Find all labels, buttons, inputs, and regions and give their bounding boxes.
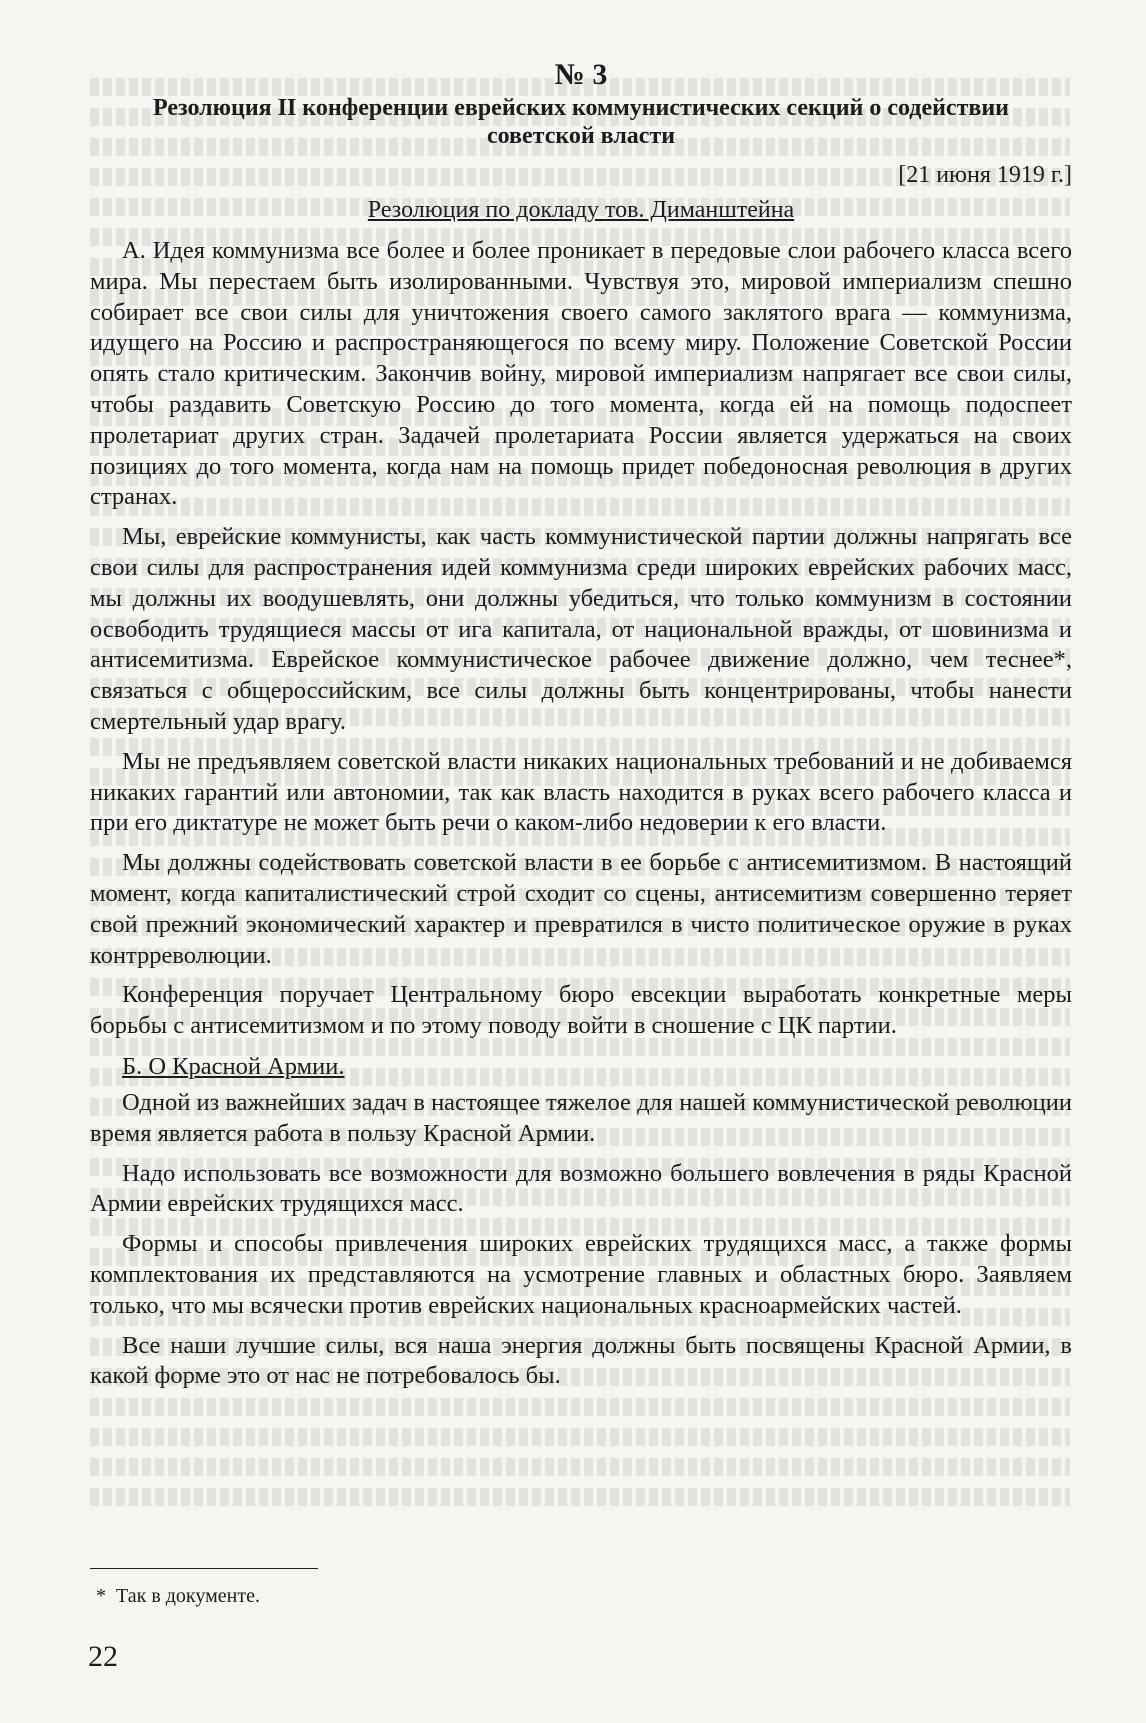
paragraph: Конференция поручает Центральному бюро евсекции выработать конкретные меры борьбы с антисемитизмом и по этому поводу войти в сношение с ЦК партии. bbox=[90, 981, 1072, 1040]
paragraph: Мы должны содействовать советской власти в ее борьбе с антисемитизмом. В настоящий момент, когда капиталистический строй сходит со сцены, антисемитизм совершенно теряет свой прежний экономический характер и превратился в чисто политическое оружие в руках контрреволюции. bbox=[90, 849, 1072, 969]
subtitle-text: Резолюция по докладу тов. Диманштейна bbox=[367, 197, 795, 223]
footnote bbox=[96, 1585, 260, 1608]
paragraph: Формы и способы привлечения широких еврейских трудящихся масс, а также формы комплектования их представляются на усмотрение главных и областных бюро. Заявляем только, что мы всячески против еврейских национальных красноармейских частей. bbox=[90, 1230, 1072, 1319]
document-number: № 3 bbox=[554, 58, 608, 91]
document-title: Резолюция II конференции еврейских коммунистических секций о содействии советской власти bbox=[153, 95, 1009, 149]
footnote-text: Так в документе. bbox=[116, 1585, 260, 1607]
footnote-divider bbox=[90, 1568, 318, 1569]
section-b-heading bbox=[122, 1051, 1072, 1082]
paragraph: Все наши лучшие силы, вся наша энергия должны быть посвящены Красной Армии, в какой форме это от нас не потребовалось бы. bbox=[90, 1331, 1072, 1390]
section-b-heading-text: Б. О Красной Армии. bbox=[122, 1052, 345, 1080]
document-date: [21 июня 1919 г.] bbox=[898, 162, 1072, 188]
document-subtitle bbox=[90, 197, 1072, 224]
paragraph-a: А. Идея коммунизма все более и более проникает в передовые слои рабочего класса всего мира. Мы перестаем быть изолированными. Чувствуя это, мировой империализм спешно собирает все свои силы для уничтожения своего самого заклятого врага — коммунизма, идущего на Россию и распространяющегося по всему миру. Положение Советской России опять стало критическим. Закончив войну, мировой империализм напрягает все свои силы, чтобы раздавить Советскую Россию до того момента, когда ей на помощь подоспеет пролетариат других стран. Задачей пролетариата России является удержаться на своих позициях до того момента, когда нам на помощь придет победоносная революция в других странах. bbox=[90, 237, 1072, 511]
footnote-mark: * bbox=[96, 1585, 106, 1607]
page-number: 22 bbox=[88, 1640, 118, 1673]
paragraph: Надо использовать все возможности для возможно большего вовлечения в ряды Красной Армии еврейских трудящихся масс. bbox=[90, 1159, 1072, 1218]
paragraph: Мы, еврейские коммунисты, как часть коммунистической партии должны напрягать все свои силы для распространения идей коммунизма среди широких еврейских рабочих масс, мы должны их воодушевлять, они должны убедиться, что только коммунизм в состоянии освободить трудящиеся массы от ига капитала, от национальной вражды, от шовинизма и антисемитизма. Еврейское коммунистическое рабочее движение должно, чем теснее*, связаться с общероссийским, все силы должны быть концентрированы, чтобы нанести смертельный удар врагу. bbox=[90, 523, 1072, 735]
paragraph: Одной из важнейших задач в настоящее тяжелое для нашей коммунистической революции время является работа в пользу Красной Армии. bbox=[90, 1088, 1072, 1147]
paragraph: Мы не предъявляем советской власти никаких национальных требований и не добиваемся никаких гарантий или автономии, так как власть находится в руках всего рабочего класса и при его диктатуре не может быть речи о каком-либо недоверии к его власти. bbox=[90, 747, 1072, 837]
document-body bbox=[90, 58, 1072, 1401]
